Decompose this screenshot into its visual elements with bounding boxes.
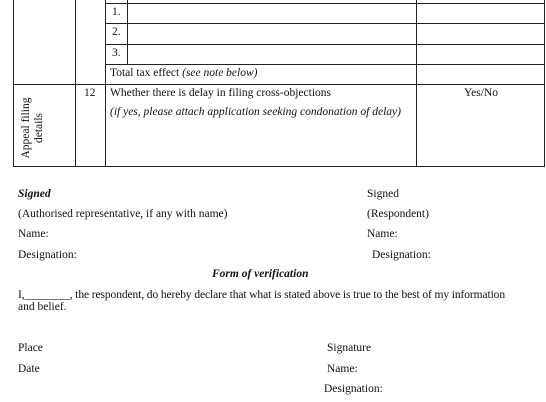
verification-signature: Signature bbox=[327, 342, 372, 354]
section-label-line-1: Appeal filing bbox=[20, 97, 32, 159]
total-tax-effect-note: (see note below) bbox=[182, 67, 258, 79]
total-tax-effect-label: Total tax effect bbox=[110, 67, 183, 79]
item-note-text: (if yes, please attach application seeking condonation of delay) bbox=[110, 106, 401, 118]
table-row-line-4 bbox=[105, 64, 545, 65]
section-label-appeal-filing bbox=[20, 88, 48, 168]
section-label-line-2: details bbox=[33, 112, 45, 144]
signed-left-sub: (Authorised representative, if any with name) bbox=[18, 208, 228, 220]
verification-place: Place bbox=[18, 342, 43, 354]
signed-left-title bbox=[18, 188, 51, 200]
table-row-number-1: 1. bbox=[112, 6, 121, 18]
item-note bbox=[110, 106, 401, 118]
signed-right-designation: Designation: bbox=[372, 249, 431, 261]
table-bottom-border bbox=[13, 166, 545, 167]
table-row-number-2: 2. bbox=[112, 26, 121, 38]
signed-right-title: Signed bbox=[367, 188, 399, 200]
total-tax-effect bbox=[110, 67, 257, 79]
signed-right-sub: (Respondent) bbox=[367, 208, 429, 220]
item-answer: Yes/No bbox=[464, 87, 498, 99]
signed-left-designation: Designation: bbox=[18, 249, 77, 261]
table-row-number-3: 3. bbox=[112, 47, 121, 59]
verification-date: Date bbox=[18, 363, 40, 375]
verification-title-text: Form of verification bbox=[212, 268, 309, 280]
verification-designation: Designation: bbox=[324, 383, 383, 395]
table-row-line-5 bbox=[13, 84, 545, 85]
table-row-line-3 bbox=[105, 44, 545, 45]
signed-left-title-text: Signed bbox=[18, 188, 51, 200]
signed-left-name: Name: bbox=[18, 228, 49, 240]
table-row-line-1 bbox=[105, 3, 545, 4]
item-question: Whether there is delay in filing cross-objections bbox=[110, 87, 331, 99]
item-number: 12 bbox=[84, 87, 96, 99]
verification-name: Name: bbox=[327, 363, 358, 375]
verification-declaration-line-2: and belief. bbox=[18, 301, 67, 313]
verification-title bbox=[212, 268, 308, 280]
signed-right-name: Name: bbox=[367, 228, 398, 240]
table-row-line-2 bbox=[105, 23, 545, 24]
table-col-line-3 bbox=[127, 0, 128, 64]
verification-declaration-line-1: I,________, the respondent, do hereby declare that what is stated above is true to the best of my information bbox=[18, 289, 505, 301]
